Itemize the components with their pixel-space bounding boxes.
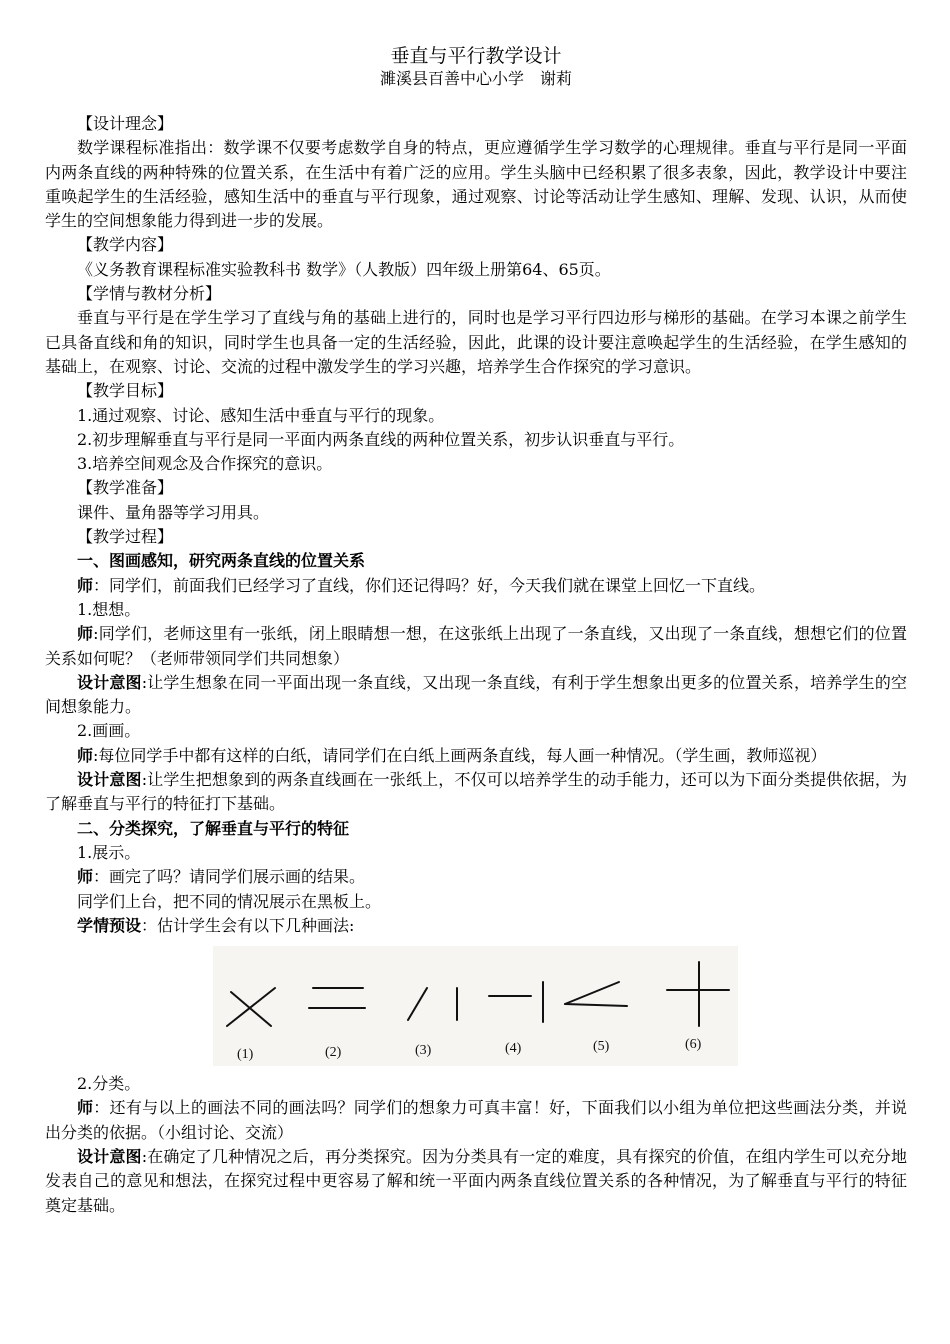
paragraph-text: :同学们，老师这里有一张纸，闭上眼睛想一想，在这张纸上出现了一条直线，又出现了一条直线，想想它们的位置关系如何呢？（老师带领同学们共同想象） [45,624,907,668]
drawing-label-3: (3) [415,1043,432,1059]
drawing-5-line-b [565,1004,627,1006]
list-item: 1.通过观察、讨论、感知生活中垂直与平行的现象。 [77,405,445,425]
paragraph-text: ：画完了吗？请同学们展示画的结果。 [93,867,366,887]
part-heading: 一、图画感知，研究两条直线的位置关系 [77,551,366,571]
note-label: 学情预设 [77,915,142,935]
speaker-label: 师 [77,575,94,595]
paragraph [45,744,907,768]
speaker-label: 师 [77,1098,94,1118]
paragraph: 垂直与平行是在学生学习了直线与角的基础上进行的，同时也是学习平行四边形与梯形的基础。在学习本课之前学生已具备直线和角的知识，同时学生也具备一定的生活经验，因此，此课的设计要注意唤起学生的生活经验，在学生感知的基础上，在观察、讨论、交流的过程中激发学生的学习兴趣，培养学生合作探究的学习意识。 [45,308,907,376]
section-heading: 【教学内容】 [77,235,174,255]
drawing-label-1: (1) [237,1047,254,1063]
drawing-label-6: (6) [685,1037,702,1053]
page-title: 垂直与平行教学设计 [390,45,562,67]
drawing-label-4: (4) [505,1041,522,1057]
paragraph [45,622,907,671]
drawing-label-5: (5) [593,1039,610,1055]
step-label: 1.想想。 [77,599,141,619]
paragraph: 《义务教育课程标准实验教科书 数学》（人教版）四年级上册第64、65页。 [77,259,611,279]
paragraph [45,865,907,889]
drawing-label-2: (2) [325,1045,342,1061]
design-note [45,671,907,720]
note-text: :让学生把想象到的两条直线画在一张纸上，不仅可以培养学生的动手能力，还可以为下面分类提供依据，为了解垂直与平行的特征打下基础。 [45,770,907,814]
section-heading: 【学情与教材分析】 [77,284,222,304]
part-heading: 二、分类探究，了解垂直与平行的特征 [77,818,350,838]
section-heading: 【教学准备】 [77,478,174,498]
note-label: 设计意图 [77,1146,142,1166]
step-label: 2.画画。 [77,721,141,741]
speaker-label: 师 [77,867,94,887]
list-item: 2.初步理解垂直与平行是同一平面内两条直线的两种位置关系，初步认识垂直与平行。 [77,429,685,449]
paragraph: 数学课程标准指出：数学课不仅要考虑数学自身的特点，更应遵循学生学习数学的心理规律。垂直与平行是同一平面内两条直线的两种特殊的位置关系，在生活中有着广泛的应用。学生头脑中已经积累了很多表象，因此，教学设计中要注重唤起学生的生活经验，感知生活中的垂直与平行现象，通过观察、讨论等活动让学生感知、理解、发现、认识，从而使学生的空间想象能力得到进一步的发展。 [45,138,907,231]
paragraph [45,1096,907,1145]
paragraph: 同学们上台，把不同的情况展示在黑板上。 [77,891,382,911]
section-heading: 【设计理念】 [77,114,174,133]
note-label: 设计意图 [77,672,142,692]
note-text: :让学生想象在同一平面出现一条直线，又出现一条直线，有利于学生想象出更多的位置关系，培养学生的空间想象能力。 [45,672,907,717]
drawing-3-line-a [408,988,427,1020]
design-note [45,1145,907,1218]
preset-note [45,914,907,938]
drawing-5-line-a [565,982,619,1004]
step-label: 1.展示。 [77,842,141,862]
document-page [45,44,907,1218]
line-drawings-figure [213,946,738,1066]
step-label: 2.分类。 [77,1074,141,1094]
paragraph-text: :每位同学手中都有这样的白纸，请同学们在白纸上画两条直线，每人画一种情况。（学生画，教师巡视） [93,745,827,765]
paragraph-text: ：同学们，前面我们已经学习了直线，你们还记得吗？好，今天我们就在课堂上回忆一下直线。 [93,575,766,595]
design-note [45,768,907,817]
note-text: ：估计学生会有以下几种画法: [141,915,355,935]
speaker-label: 师 [77,745,94,765]
section-heading: 【教学目标】 [77,381,174,401]
speaker-label: 师 [77,624,94,644]
note-text: :在确定了几种情况之后，再分类探究。因为分类具有一定的难度，具有探究的价值，在组内学生可以充分地发表自己的意见和想法，在探究过程中更容易了解和统一平面内两条直线位置关系的各种情况，为了解垂直与平行的特征奠定基础。 [45,1146,907,1215]
paragraph-text: ：还有与以上的画法不同的画法吗？同学们的想象力可真丰富！好，下面我们以小组为单位把这些画法分类，并说出分类的依据。（小组讨论、交流） [45,1098,907,1142]
author-line: 濉溪县百善中心小学 谢莉 [379,69,572,88]
list-item: 3.培养空间观念及合作探究的意识。 [77,454,333,474]
line-drawings-svg [213,946,738,1066]
paragraph [45,574,907,598]
section-heading: 【教学过程】 [77,527,174,547]
note-label: 设计意图 [77,770,142,790]
paragraph: 课件、量角器等学习用具。 [77,502,270,522]
